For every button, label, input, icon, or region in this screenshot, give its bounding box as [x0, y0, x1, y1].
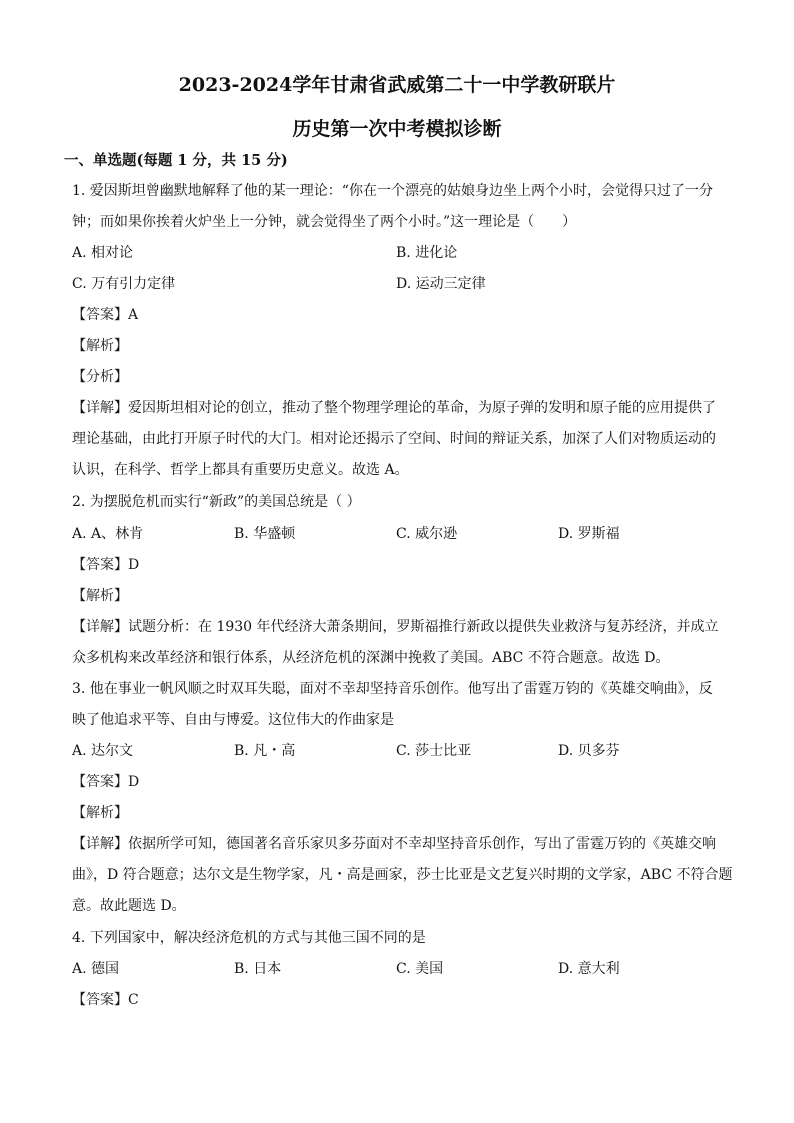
q2-option-a: A. A、林肯	[72, 526, 144, 542]
q2-answer: 【答案】D	[72, 557, 140, 573]
q3-detail-line2: 曲》，D 符合题意；达尔文是生物学家，凡・高是画家，莎士比亚是文艺复兴时期的文学家，ABC 不符合题	[72, 867, 733, 883]
q1-answer: 【答案】A	[72, 307, 139, 323]
q1-analysis-label: 【解析】	[72, 338, 128, 354]
q3-analysis-label: 【解析】	[72, 805, 128, 821]
q2-detail-line2: 众多机构来改革经济和银行体系，从经济危机的深渊中挽救了美国。ABC 不符合题意。故选 D。	[72, 650, 670, 666]
q3-option-b: B. 凡・高	[234, 743, 296, 759]
q1-option-c: C. 万有引力定律	[72, 276, 176, 292]
document-title: 2023-2024学年甘肃省武威第二十一中学教研联片	[178, 74, 616, 96]
q4-stem: 4. 下列国家中，解决经济危机的方式与其他三国不同的是	[72, 930, 426, 946]
q4-option-d: D. 意大利	[558, 961, 620, 977]
q1-stem-line1: 1. 爱因斯坦曾幽默地解释了他的某一理论：“你在一个漂亮的姑娘身边坐上两个小时，会觉得只过了一分	[72, 183, 713, 199]
q3-stem-line1: 3. 他在事业一帆风顺之时双耳失聪，面对不幸却坚持音乐创作。他写出了雷霆万钧的《英雄交响曲》，反	[72, 681, 713, 697]
q1-stem-line2: 钟；而如果你挨着火炉坐上一分钟，就会觉得坐了两个小时。”这一理论是（ ）	[72, 214, 577, 230]
q4-answer: 【答案】C	[72, 992, 139, 1008]
q4-option-c: C. 美国	[396, 961, 444, 977]
q1-fenxi-label: 【分析】	[72, 369, 128, 385]
q3-option-d: D. 贝多芬	[558, 743, 620, 759]
q3-option-a: A. 达尔文	[72, 743, 134, 759]
q2-option-b: B. 华盛顿	[234, 526, 296, 542]
q1-option-a: A. 相对论	[72, 245, 134, 261]
q2-option-c: C. 威尔逊	[396, 526, 458, 542]
section-heading: 一、单选题(每题 1 分，共 15 分)	[64, 152, 288, 169]
document-subtitle: 历史第一次中考模拟诊断	[292, 118, 502, 140]
q1-option-b: B. 进化论	[396, 245, 458, 261]
q4-option-b: B. 日本	[234, 961, 282, 977]
q3-stem-line2: 映了他追求平等、自由与博爱。这位伟大的作曲家是	[72, 712, 394, 728]
q3-detail-line3: 意。故此题选 D。	[72, 898, 186, 914]
q2-stem: 2. 为摆脱危机而实行“新政”的美国总统是（ ）	[72, 494, 361, 510]
q3-detail-line1: 【详解】依据所学可知，德国著名音乐家贝多芬面对不幸却坚持音乐创作，写出了雷霆万钧的《英雄交响	[72, 836, 716, 852]
q1-detail-line1: 【详解】爱因斯坦相对论的创立，推动了整个物理学理论的革命，为原子弹的发明和原子能的应用提供了	[72, 400, 716, 416]
q3-answer: 【答案】D	[72, 774, 140, 790]
q1-detail-line3: 认识，在科学、哲学上都具有重要历史意义。故选 A。	[72, 462, 409, 478]
q3-option-c: C. 莎士比亚	[396, 743, 472, 759]
q1-detail-line2: 理论基础，由此打开原子时代的大门。相对论还揭示了空间、时间的辩证关系，加深了人们对物质运动的	[72, 431, 716, 447]
q1-option-d: D. 运动三定律	[396, 276, 486, 292]
q4-option-a: A. 德国	[72, 961, 120, 977]
q2-option-d: D. 罗斯福	[558, 526, 620, 542]
q2-detail-line1: 【详解】试题分析：在 1930 年代经济大萧条期间，罗斯福推行新政以提供失业救济与复苏经济，并成立	[72, 619, 719, 635]
q2-analysis-label: 【解析】	[72, 588, 128, 604]
